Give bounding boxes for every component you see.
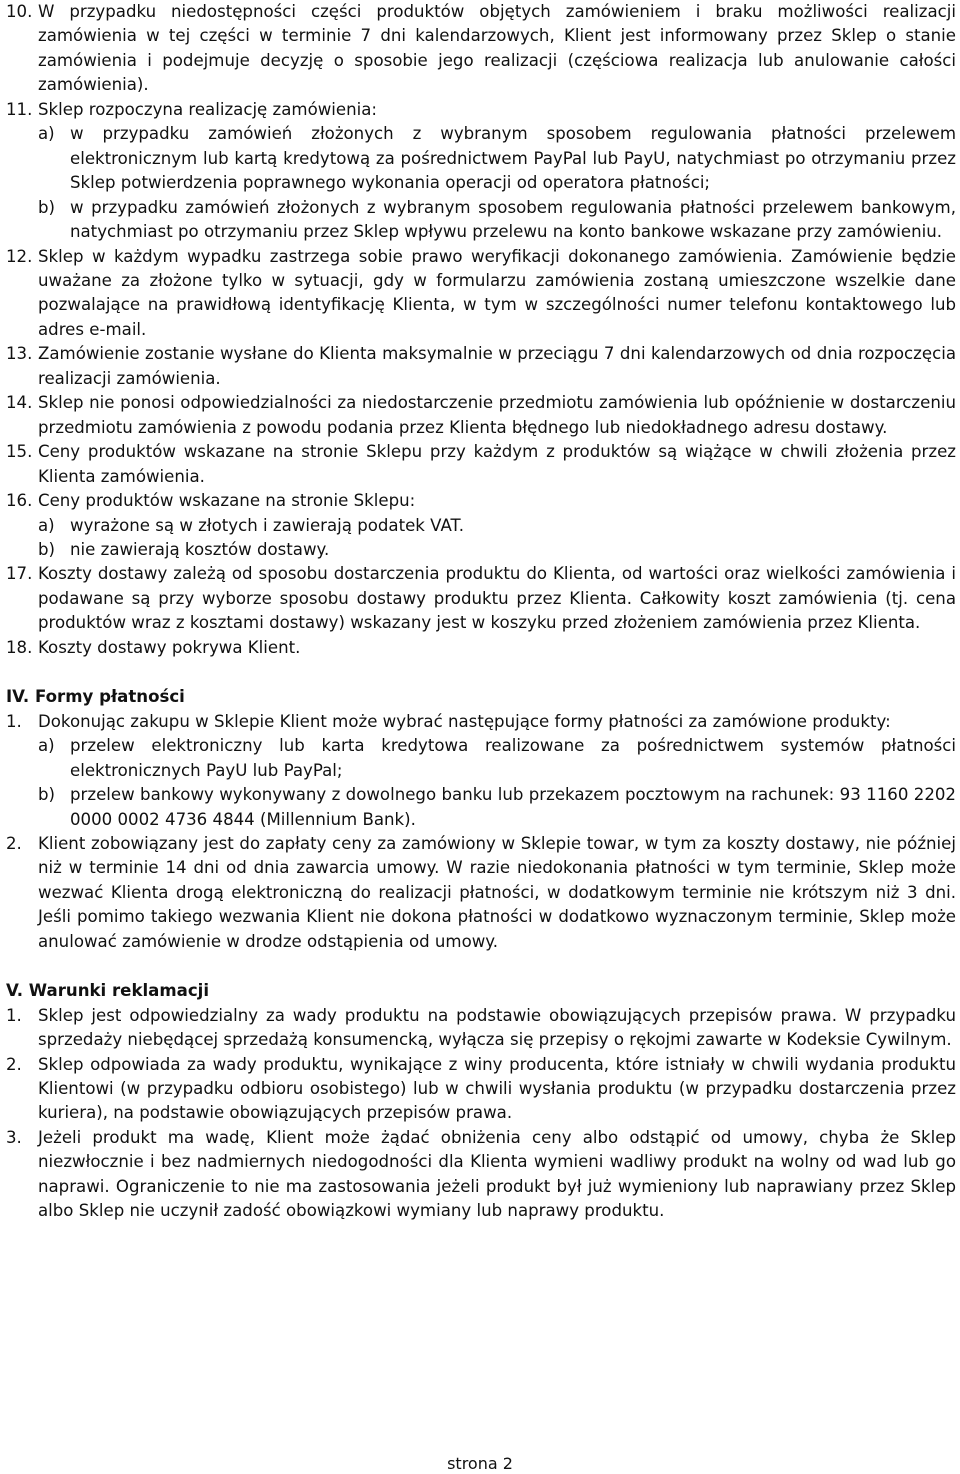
sub-item-a bbox=[38, 122, 956, 195]
list-item-18 bbox=[6, 636, 956, 660]
list-item-13 bbox=[6, 342, 956, 391]
item-number: 12. bbox=[6, 246, 33, 266]
list-item-10 bbox=[6, 0, 956, 98]
item-text: Sklep w każdym wypadku zastrzega sobie prawo weryfikacji dokonanego zamówienia. Zamówienie będzie uważane za złożone tylko w sytuacji, gdy w formularzu zamówienia zostaną umieszczone wszelkie dane pozwalające na prawidłową identyfikację Klienta, w tym w szczególności numer telefonu kontaktowego lub adres e-mail. bbox=[38, 246, 956, 339]
item-number: 2. bbox=[6, 833, 22, 853]
item-number: 1. bbox=[6, 711, 22, 731]
item-number: 17. bbox=[6, 564, 33, 584]
item-text: Ceny produktów wskazane na stronie Sklepu przy każdym z produktów są wiążące w chwili złożenia przez Klienta zamówienia. bbox=[38, 442, 956, 486]
item-text: Sklep nie ponosi odpowiedzialności za niedostarczenie przedmiotu zamówienia lub opóźnienie w dostarczeniu przedmiotu zamówienia z powodu podania przez Klienta błędnego lub niedokładnego adresu dostawy. bbox=[38, 393, 956, 437]
sub-item-label: a) bbox=[38, 515, 55, 535]
sub-item-b bbox=[38, 538, 956, 562]
item-text: W przypadku niedostępności części produktów objętych zamówieniem i braku możliwości realizacji zamówienia w tej części w terminie 7 dni kalendarzowych, Klient jest informowany przez Sklep o stanie zamówienia i podejmuje decyzję o sposobie jego realizacji (częściowa realizacja lub anulowanie całości zamówienia). bbox=[38, 2, 956, 95]
sub-item-label: b) bbox=[38, 197, 56, 217]
item-text: Koszty dostawy pokrywa Klient. bbox=[38, 637, 301, 657]
list-item-v-3 bbox=[6, 1126, 956, 1224]
item-number: 15. bbox=[6, 442, 33, 462]
sub-item-label: a) bbox=[38, 736, 55, 756]
list-item-16 bbox=[6, 489, 956, 562]
item-text: Jeżeli produkt ma wadę, Klient może żądać obniżenia ceny albo odstąpić od umowy, chyba że Sklep niezwłocznie i bez nadmiernych niedogodności dla Klienta wymieni wadliwy produkt na wolny od wad lub go naprawi. Ograniczenie to nie ma zastosowania jeżeli produkt był już wymieniony lub naprawiany przez Sklep albo Sklep nie uczynił zadość obowiązkowi wymiany lub naprawy produktu. bbox=[38, 1127, 956, 1221]
sub-item-text: przelew elektroniczny lub karta kredytowa realizowane za pośrednictwem systemów płatności elektronicznych PayU lub PayPal; bbox=[70, 736, 956, 780]
list-item-v-1 bbox=[6, 1004, 956, 1053]
item-number: 14. bbox=[6, 393, 33, 413]
sub-item-a bbox=[38, 514, 956, 538]
sub-item-label: b) bbox=[38, 539, 56, 559]
list-item-11 bbox=[6, 98, 956, 245]
item-text: Sklep rozpoczyna realizację zamówienia: bbox=[38, 99, 378, 119]
list-item-14 bbox=[6, 391, 956, 440]
sub-item-b bbox=[38, 783, 956, 832]
item-number: 2. bbox=[6, 1054, 22, 1074]
list-item-15 bbox=[6, 440, 956, 489]
sub-item-text: w przypadku zamówień złożonych z wybranym sposobem regulowania płatności przelewem elektronicznym lub kartą kredytową za pośrednictwem PayPal lub PayU, natychmiast po otrzymaniu przez Sklep potwierdzenia poprawnego wykonania operacji od operatora płatności; bbox=[70, 124, 956, 193]
item-body bbox=[38, 710, 956, 832]
item-text: Zamówienie zostanie wysłane do Klienta maksymalnie w przeciągu 7 dni kalendarzowych od dnia rozpoczęcia realizacji zamówienia. bbox=[38, 344, 956, 388]
sub-item-label: b) bbox=[38, 785, 56, 805]
item-number: 13. bbox=[6, 344, 33, 364]
list-item-v-2 bbox=[6, 1053, 956, 1126]
item-number: 18. bbox=[6, 637, 33, 657]
sub-item-label: a) bbox=[38, 124, 55, 144]
sub-item-text: przelew bankowy wykonywany z dowolnego banku lub przekazem pocztowym na rachunek: 93 1160 2202 0000 0002 4736 4844 (Millennium Bank). bbox=[70, 785, 956, 829]
section-heading-complaints: V. Warunki reklamacji bbox=[6, 981, 210, 1001]
list-item-iv-2 bbox=[6, 832, 956, 954]
page-number-footer: strona 2 bbox=[447, 1454, 513, 1473]
item-number: 3. bbox=[6, 1127, 22, 1147]
sub-item-text: wyrażone są w złotych i zawierają podatek VAT. bbox=[70, 515, 464, 535]
list-item-17 bbox=[6, 562, 956, 635]
item-text: Ceny produktów wskazane na stronie Sklepu: bbox=[38, 491, 416, 511]
item-text: Koszty dostawy zależą od sposobu dostarczenia produktu do Klienta, od wartości oraz wielkości zamówienia i podawane są przy wyborze sposobu dostawy produktu przez Klienta. Całkowity koszt zamówienia (tj. cena produktów wraz z kosztami dostawy) wskazany jest w koszyku przed złożeniem zamówienia przez Klienta. bbox=[38, 564, 956, 633]
sub-item-text: nie zawierają kosztów dostawy. bbox=[70, 539, 330, 559]
item-number: 1. bbox=[6, 1005, 22, 1025]
item-number: 11. bbox=[6, 99, 33, 119]
sub-item-b bbox=[38, 196, 956, 245]
item-text: Sklep odpowiada za wady produktu, wynikające z winy producenta, które istniały w chwili wydania produktu Klientowi (w przypadku odbioru osobistego) lub w chwili wysłania produktu (w przypadku dostarczenia przez kuriera), na podstawie obowiązujących przepisów prawa. bbox=[38, 1054, 956, 1123]
sub-item-a bbox=[38, 734, 956, 783]
item-text: Sklep jest odpowiedzialny za wady produktu na podstawie obowiązujących przepisów prawa. W przypadku sprzedaży niebędącej sprzedażą konsumencką, wyłącza się przepisy o rękojmi zawarte w Kodeksie Cywilnym. bbox=[38, 1005, 956, 1050]
section-heading-payment: IV. Formy płatności bbox=[6, 687, 185, 707]
item-number: 16. bbox=[6, 491, 33, 511]
list-item-iv-1 bbox=[6, 710, 956, 832]
item-text: Dokonując zakupu w Sklepie Klient może wybrać następujące formy płatności za zamówione produkty: bbox=[38, 711, 891, 731]
item-text: Klient zobowiązany jest do zapłaty ceny za zamówiony w Sklepie towar, w tym za koszty dostawy, nie później niż w terminie 14 dni od dnia zawarcia umowy. W razie niedokonania płatności w tym terminie, Sklep może wezwać Klienta drogą elektroniczną do realizacji płatności, w dodatkowym terminie nie krótszym niż 3 dni. Jeśli pomimo takiego wezwania Klient nie dokona płatności w dodatkowo wyznaczonym terminie, Sklep może anulować zamówienie w drodze odstąpienia od umowy. bbox=[38, 833, 956, 951]
item-number: 10. bbox=[6, 2, 33, 21]
item-body bbox=[38, 98, 956, 245]
list-item-12 bbox=[6, 245, 956, 343]
sub-item-text: w przypadku zamówień złożonych z wybranym sposobem regulowania płatności przelewem bankowym, natychmiast po otrzymaniu przez Sklep wpływu przelewu na konto bankowe wskazane przy zamówieniu. bbox=[70, 197, 956, 242]
item-body bbox=[38, 489, 956, 562]
